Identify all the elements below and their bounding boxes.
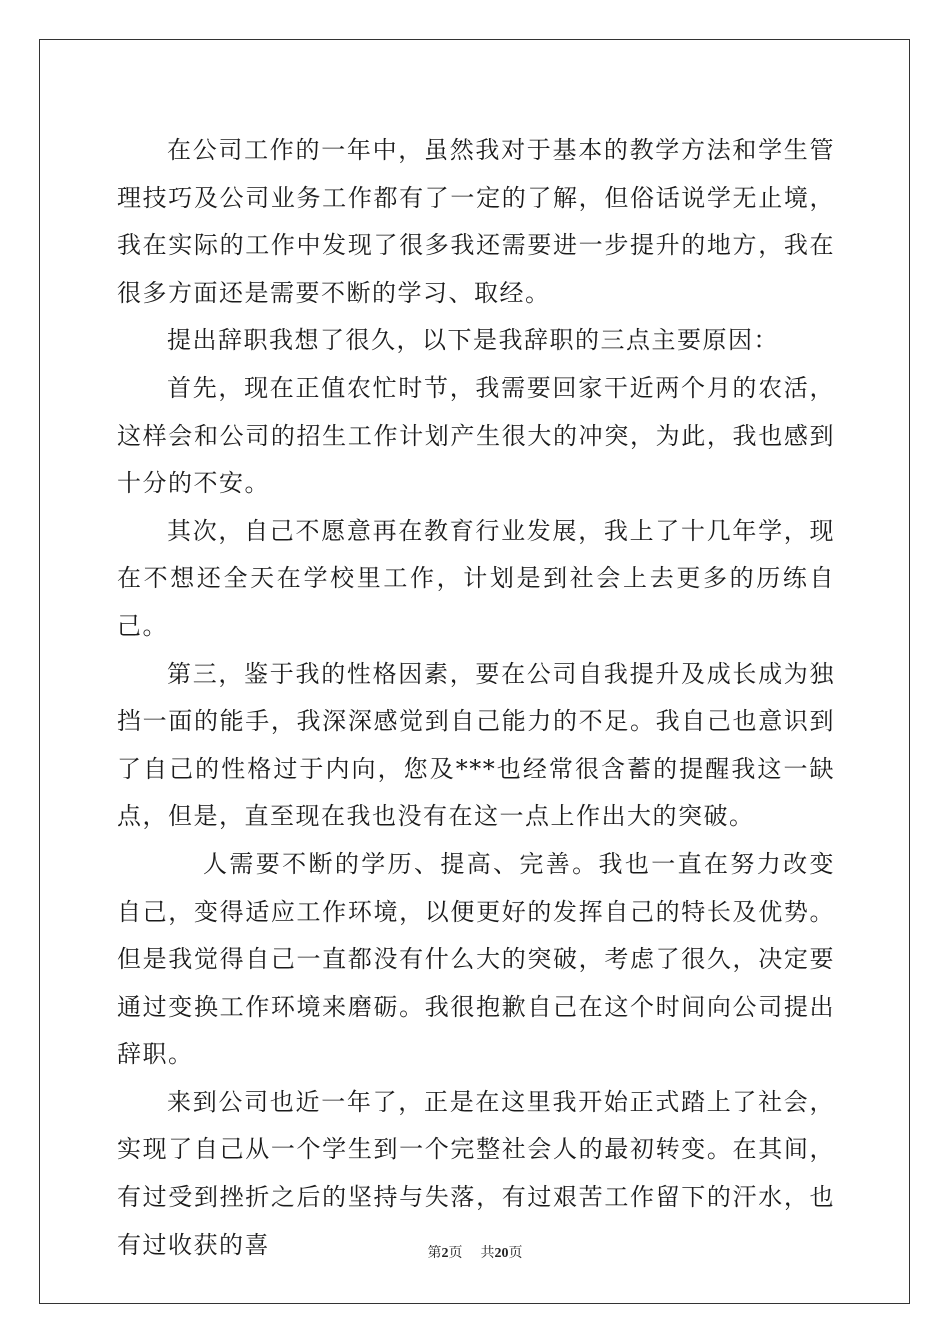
paragraph-2: 提出辞职我想了很久，以下是我辞职的三点主要原因： — [167, 326, 779, 355]
paragraph-5: 第三，鉴于我的性格因素，要在公司自我提升及成长成为独挡一面的能手，我深深感觉到自己能力的不足。我自己也意识到了自己的性格过于内向，您及***也经常很含蓄的提醒我这一缺点，但是，直至现在我也没有在这一点上作出大的突破。 — [117, 659, 835, 831]
paragraph-7: 来到公司也近一年了，正是在这里我开始正式踏上了社会，实现了自己从一个学生到一个完整社会人的最初转变。在其间，有过受到挫折之后的坚持与失落，有过艰苦工作留下的汗水，也有过收获的喜 — [117, 1087, 835, 1259]
total-prefix: 共 — [480, 1245, 495, 1261]
page-number: 2 — [441, 1246, 449, 1261]
total-pages: 20 — [494, 1246, 509, 1261]
total-suffix: 页 — [508, 1245, 523, 1261]
paragraph-1: 在公司工作的一年中，虽然我对于基本的教学方法和学生管理技巧及公司业务工作都有了一定的了解，但俗话说学无止境，我在实际的工作中发现了很多我还需要进一步提升的地方，我在很多方面还是需要不断的学习、取经。 — [117, 136, 835, 307]
paragraph-6: 人需要不断的学历、提高、完善。我也一直在努力改变自己，变得适应工作环境，以便更好的发挥自己的特长及优势。但是我觉得自己一直都没有什么大的突破，考虑了很久，决定要通过变换工作环境来磨砺。我很抱歉自己在这个时间向公司提出辞职。 — [117, 849, 835, 1069]
paragraph-4: 其次，自己不愿意再在教育行业发展，我上了十几年学，现在不想还全天在学校里工作，计划是到社会上去更多的历练自己。 — [117, 516, 835, 640]
page-footer — [0, 1242, 950, 1262]
page-suffix: 页 — [448, 1245, 463, 1261]
document-body — [117, 127, 835, 1269]
page-prefix: 第 — [427, 1245, 442, 1261]
paragraph-3: 首先，现在正值农忙时节，我需要回家干近两个月的农活，这样会和公司的招生工作计划产生很大的冲突，为此，我也感到十分的不安。 — [117, 373, 835, 498]
